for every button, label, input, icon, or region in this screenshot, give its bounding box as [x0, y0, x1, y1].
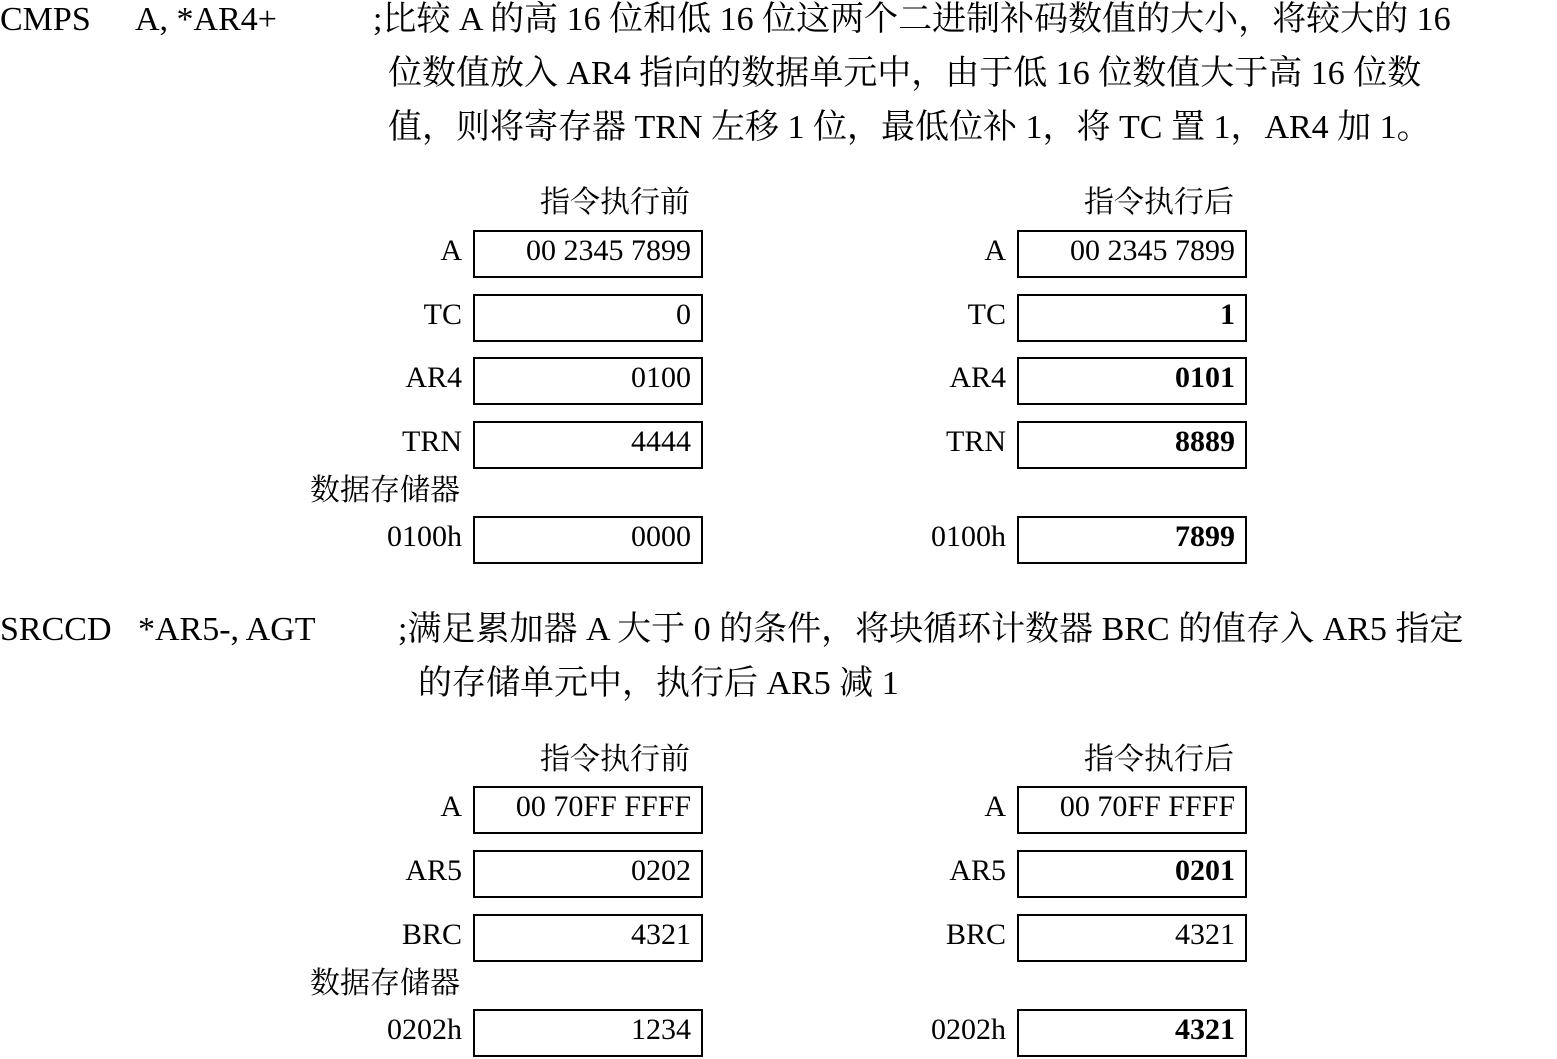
- register-value-after: 4321: [1017, 914, 1247, 962]
- memory-address-label: 0202h: [931, 1013, 1006, 1046]
- register-label: BRC: [945, 918, 1006, 951]
- register-label: AR5: [405, 854, 462, 887]
- register-value-after: 8889: [1017, 421, 1247, 469]
- register-label: BRC: [401, 918, 462, 951]
- before-header: 指令执行前: [540, 186, 690, 219]
- register-value-before: 0202: [473, 850, 703, 898]
- register-label: AR4: [405, 361, 462, 394]
- memory-value-after: 4321: [1017, 1009, 1247, 1057]
- register-label: TC: [423, 298, 462, 331]
- register-value-after: 00 2345 7899: [1017, 230, 1247, 278]
- register-value-after: 00 70FF FFFF: [1017, 786, 1247, 834]
- register-value-before: 0100: [473, 357, 703, 405]
- after-header: 指令执行后: [1084, 743, 1234, 776]
- register-value-before: 00 70FF FFFF: [473, 786, 703, 834]
- description-line-1: ;满足累加器 A 大于 0 的条件，将块循环计数器 BRC 的值存入 AR5 指定: [398, 611, 1464, 648]
- register-label: A: [984, 234, 1006, 267]
- before-header: 指令执行前: [540, 743, 690, 776]
- register-value-before: 00 2345 7899: [473, 230, 703, 278]
- memory-value-before: 1234: [473, 1009, 703, 1057]
- register-value-after: 0201: [1017, 850, 1247, 898]
- memory-value-after: 7899: [1017, 516, 1247, 564]
- instruction-operands: A, *AR4+: [135, 1, 277, 38]
- instruction-mnemonic: CMPS: [0, 1, 91, 38]
- register-label: AR4: [949, 361, 1006, 394]
- description-line-2: 的存储单元中，执行后 AR5 减 1: [418, 665, 899, 702]
- instruction-mnemonic: SRCCD: [0, 611, 112, 648]
- register-value-before: 4321: [473, 914, 703, 962]
- register-value-after: 0101: [1017, 357, 1247, 405]
- register-label: AR5: [949, 854, 1006, 887]
- memory-address-label: 0202h: [387, 1013, 462, 1046]
- register-label: A: [440, 790, 462, 823]
- after-header: 指令执行后: [1084, 186, 1234, 219]
- memory-address-label: 0100h: [931, 520, 1006, 553]
- register-label: TRN: [402, 425, 462, 458]
- register-label: TRN: [946, 425, 1006, 458]
- memory-value-before: 0000: [473, 516, 703, 564]
- data-memory-label: 数据存储器: [310, 967, 460, 1000]
- register-label: A: [440, 234, 462, 267]
- register-value-after: 1: [1017, 294, 1247, 342]
- memory-address-label: 0100h: [387, 520, 462, 553]
- description-line-1: ;比较 A 的高 16 位和低 16 位这两个二进制补码数值的大小，将较大的 16: [373, 1, 1451, 38]
- register-value-before: 4444: [473, 421, 703, 469]
- description-line-3: 值，则将寄存器 TRN 左移 1 位，最低位补 1，将 TC 置 1，AR4 加 1。: [388, 109, 1431, 146]
- register-value-before: 0: [473, 294, 703, 342]
- instruction-operands: *AR5-, AGT: [138, 611, 316, 648]
- description-line-2: 位数值放入 AR4 指向的数据单元中，由于低 16 位数值大于高 16 位数: [388, 55, 1422, 92]
- register-label: TC: [967, 298, 1006, 331]
- register-label: A: [984, 790, 1006, 823]
- data-memory-label: 数据存储器: [310, 474, 460, 507]
